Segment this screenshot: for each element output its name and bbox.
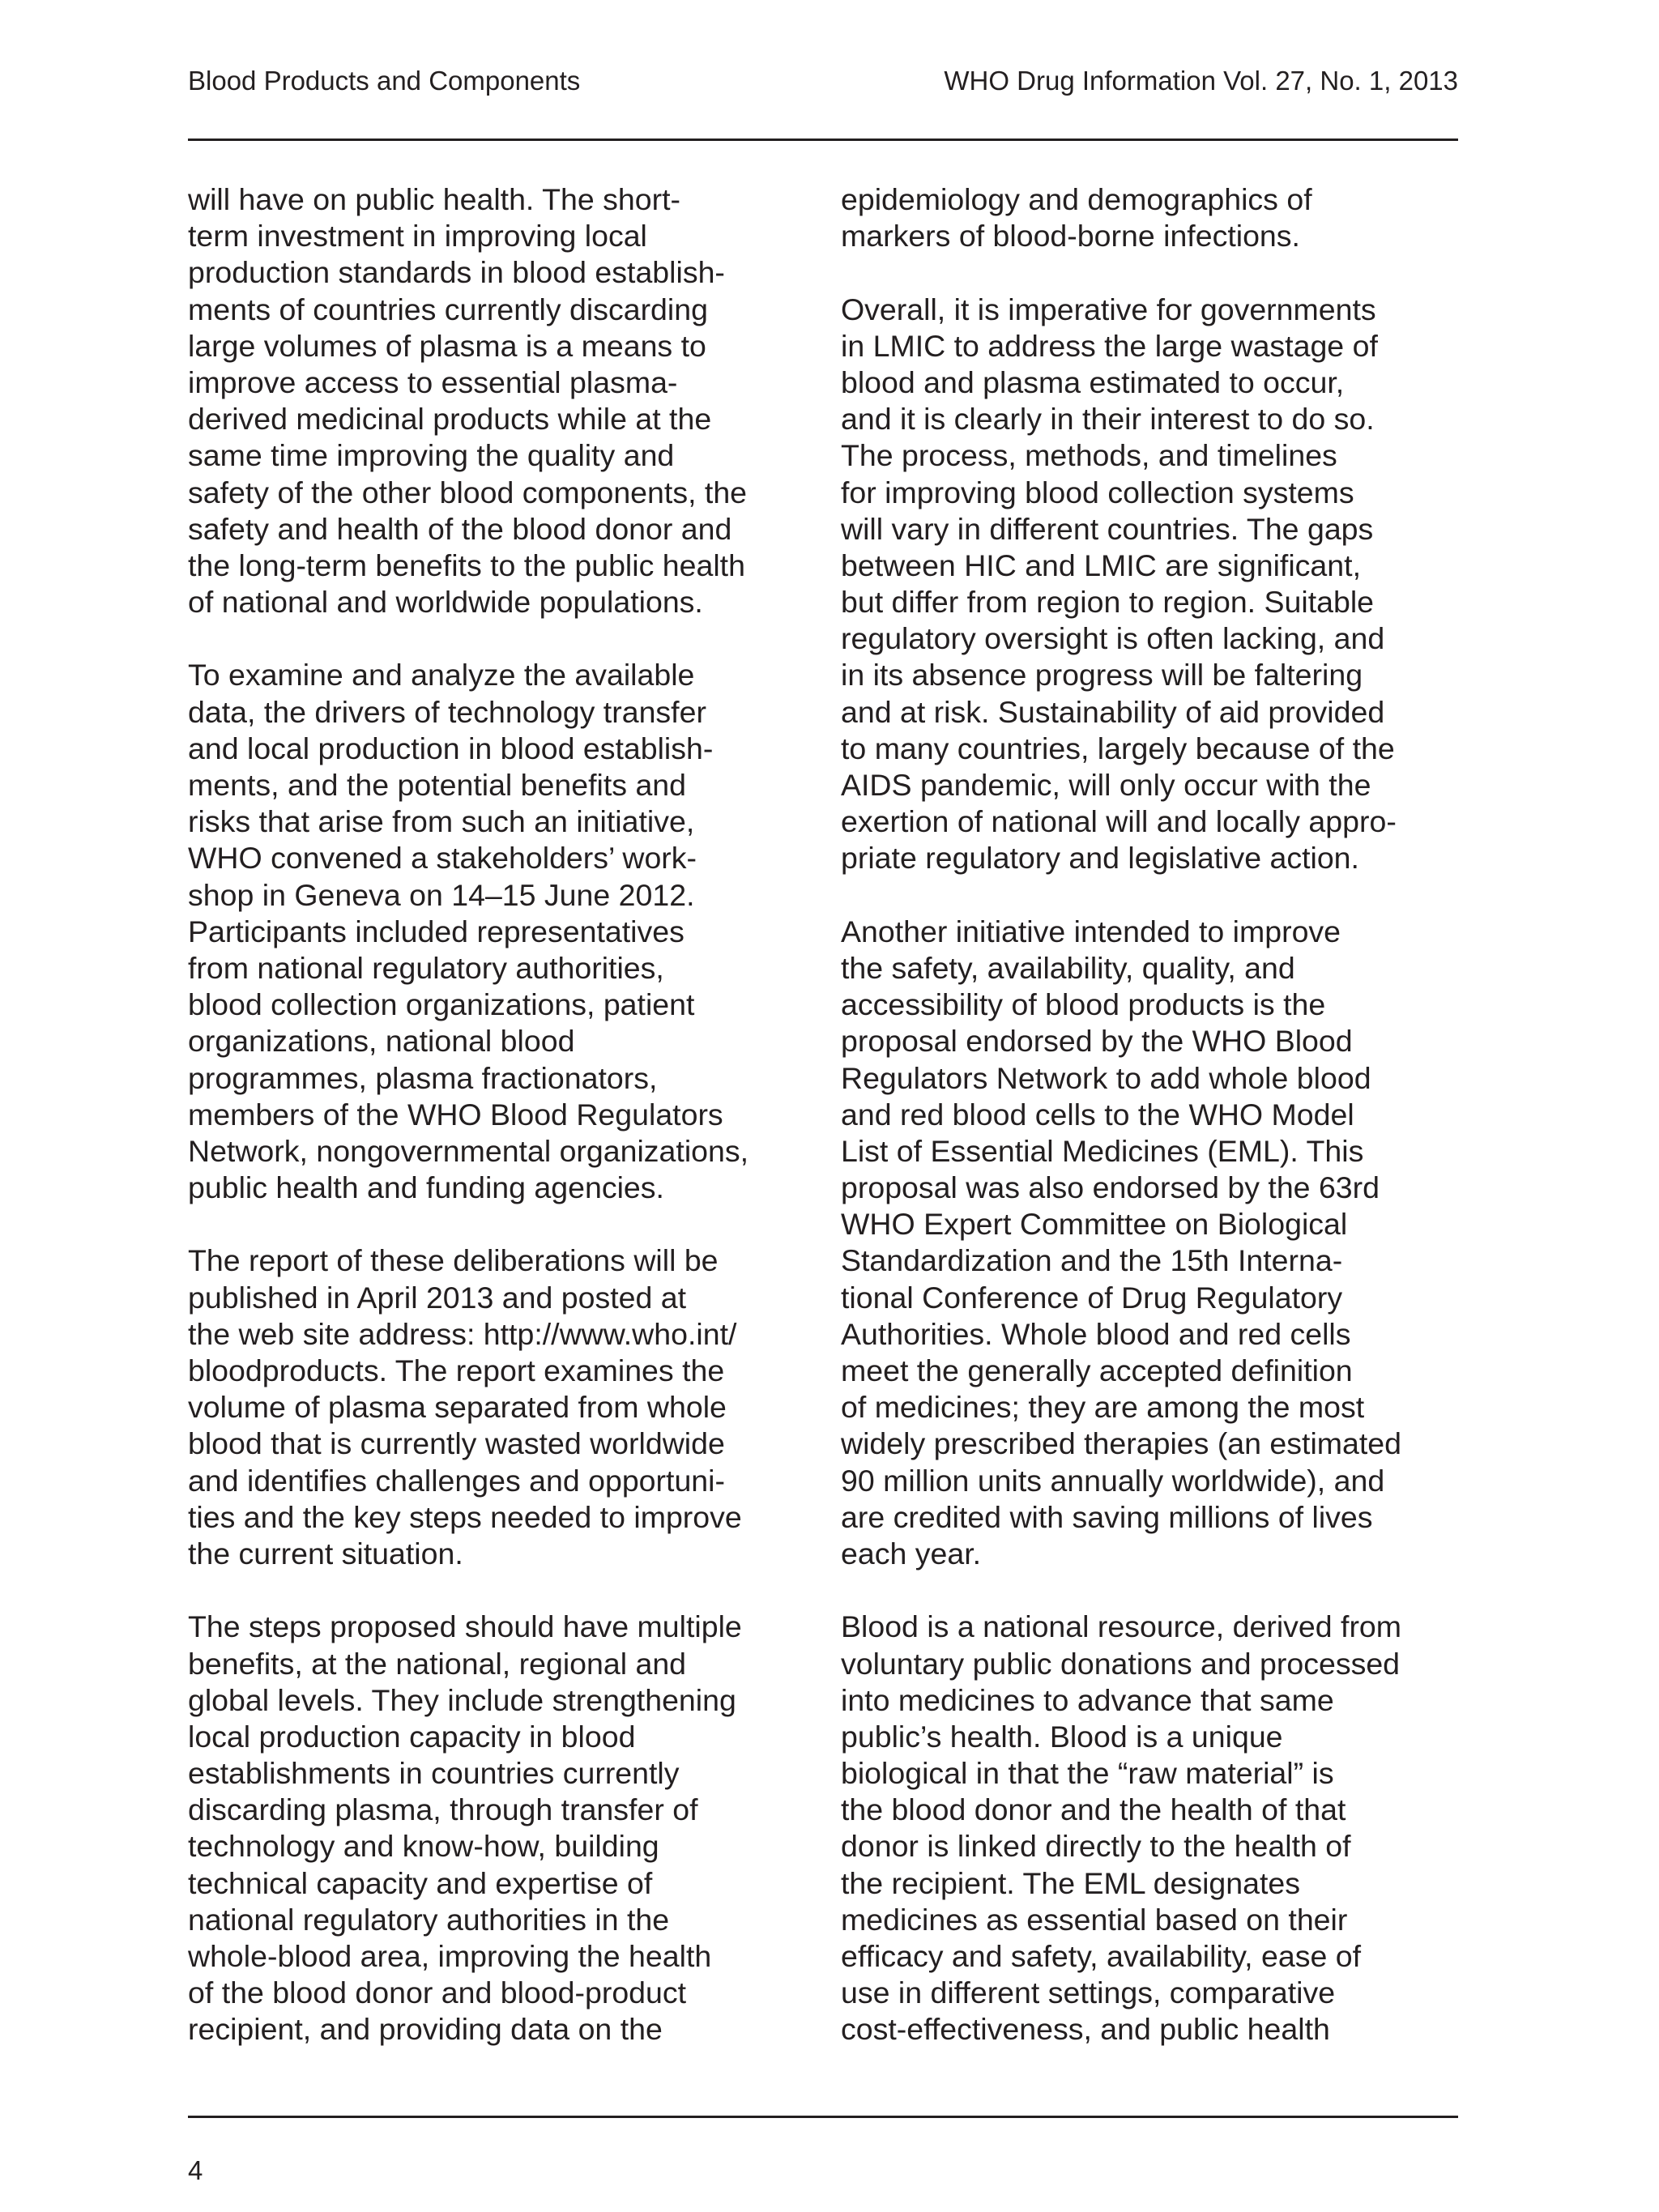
text-line: biological in that the “raw material” is [841, 1756, 1334, 1791]
text-line: meet the generally accepted definition [841, 1353, 1353, 1387]
text-line: the recipient. The EML designates [841, 1865, 1301, 1900]
text-line: exertion of national will and locally appro- [841, 804, 1397, 839]
text-line: same time improving the quality and [188, 438, 675, 473]
text-line: each year. [841, 1536, 982, 1571]
text-line: whole-blood area, improving the health [188, 1939, 712, 1973]
paragraph [188, 1242, 812, 1572]
text-line: The process, methods, and timelines [841, 438, 1337, 473]
text-line: accessibility of blood products is the [841, 987, 1326, 1022]
text-line: recipient, and providing data on the [188, 2012, 663, 2047]
text-line: into medicines to advance that same [841, 1682, 1334, 1717]
text-line: and identifies challenges and opportuni- [188, 1463, 725, 1498]
text-line: Overall, it is imperative for governments [841, 292, 1376, 326]
text-line: for improving blood collection systems [841, 475, 1354, 509]
text-line: The report of these deliberations will be [188, 1243, 719, 1278]
text-line: List of Essential Medicines (EML). This [841, 1133, 1364, 1168]
text-line: blood and plasma estimated to occur, [841, 364, 1345, 399]
text-line: programmes, plasma fractionators, [188, 1060, 658, 1095]
header-divider [188, 139, 1458, 141]
text-line: and red blood cells to the WHO Model [841, 1097, 1354, 1132]
text-line: to many countries, largely because of the [841, 731, 1395, 765]
footer-divider [188, 2116, 1458, 2118]
text-line: risks that arise from such an initiative, [188, 804, 695, 839]
text-line: ments of countries currently discarding [188, 292, 708, 326]
text-line: widely prescribed therapies (an estimated [841, 1426, 1402, 1461]
text-line: Blood is a national resource, derived from [841, 1609, 1402, 1644]
text-line: efficacy and safety, availability, ease of [841, 1939, 1362, 1973]
text-line: use in different settings, comparative [841, 1975, 1336, 2010]
text-line: large volumes of plasma is a means to [188, 328, 706, 363]
text-line: derived medicinal products while at the [188, 402, 712, 437]
text-line: production standards in blood establish- [188, 255, 725, 290]
text-line: benefits, at the national, regional and [188, 1646, 687, 1681]
text-line: of national and worldwide populations. [188, 585, 703, 620]
text-line: shop in Geneva on 14–15 June 2012. [188, 877, 695, 912]
text-line: the blood donor and the health of that [841, 1792, 1346, 1827]
text-line: technology and know-how, building [188, 1829, 659, 1864]
text-line: of medicines; they are among the most [841, 1390, 1365, 1425]
text-line: public’s health. Blood is a unique [841, 1719, 1283, 1754]
text-line: public health and funding agencies. [188, 1170, 664, 1205]
text-line: Authorities. Whole blood and red cells [841, 1316, 1351, 1351]
text-line: and it is clearly in their interest to do so. [841, 402, 1375, 437]
text-line: the long-term benefits to the public health [188, 548, 745, 582]
text-line: Standardization and the 15th Interna- [841, 1243, 1343, 1278]
text-line: improve access to essential plasma- [188, 364, 678, 399]
text-line: safety of the other blood components, the [188, 475, 748, 509]
text-line: technical capacity and expertise of [188, 1865, 653, 1900]
page-number: 4 [188, 2155, 203, 2185]
paragraph [188, 657, 812, 1206]
text-line: the web site address: http://www.who.int/ [188, 1316, 737, 1351]
text-line: from national regulatory authorities, [188, 950, 664, 985]
text-line: proposal endorsed by the WHO Blood [841, 1024, 1353, 1059]
text-line: 90 million units annually worldwide), and [841, 1463, 1385, 1498]
running-header [188, 65, 1458, 97]
text-line: Another initiative intended to improve [841, 914, 1341, 948]
text-line: epidemiology and demographics of [841, 182, 1312, 216]
text-line: bloodproducts. The report examines the [188, 1353, 725, 1387]
paragraph [188, 181, 812, 620]
text-line: between HIC and LMIC are significant, [841, 548, 1361, 582]
text-line: local production capacity in blood [188, 1719, 636, 1754]
right-column [841, 181, 1465, 2048]
text-line: Participants included representatives [188, 914, 684, 948]
text-line: safety and health of the blood donor and [188, 511, 732, 546]
paragraph [841, 181, 1465, 254]
text-line: regulatory oversight is often lacking, and [841, 621, 1385, 656]
text-line: ments, and the potential benefits and [188, 768, 687, 802]
text-line: of the blood donor and blood-product [188, 1975, 687, 2010]
text-line: ties and the key steps needed to improve [188, 1499, 742, 1534]
text-line: blood that is currently wasted worldwide [188, 1426, 725, 1461]
text-line: the safety, availability, quality, and [841, 950, 1295, 985]
text-line: blood collection organizations, patient [188, 987, 695, 1022]
text-line: will vary in different countries. The gaps [841, 511, 1374, 546]
text-line: in its absence progress will be faltering [841, 658, 1363, 693]
text-line: donor is linked directly to the health of [841, 1829, 1351, 1864]
journal-citation: WHO Drug Information Vol. 27, No. 1, 2013 [944, 66, 1458, 96]
text-line: AIDS pandemic, will only occur with the [841, 768, 1371, 802]
text-line: but differ from region to region. Suitable [841, 585, 1375, 620]
paragraph [841, 292, 1465, 877]
section-title: Blood Products and Components [188, 66, 581, 96]
paragraph [188, 1609, 812, 2048]
text-line: and at risk. Sustainability of aid provided [841, 694, 1385, 729]
text-line: priate regulatory and legislative action. [841, 841, 1359, 876]
left-column [188, 181, 812, 2048]
text-line: published in April 2013 and posted at [188, 1280, 687, 1315]
text-line: volume of plasma separated from whole [188, 1390, 727, 1425]
text-line: global levels. They include strengthening [188, 1682, 736, 1717]
text-line: proposal was also endorsed by the 63rd [841, 1170, 1380, 1205]
text-line: medicines as essential based on their [841, 1902, 1348, 1937]
text-line: organizations, national blood [188, 1024, 575, 1059]
text-line: cost-effectiveness, and public health [841, 2012, 1330, 2047]
text-line: discarding plasma, through transfer of [188, 1792, 698, 1827]
text-line: establishments in countries currently [188, 1756, 680, 1791]
text-line: The steps proposed should have multiple [188, 1609, 742, 1644]
text-line: members of the WHO Blood Regulators [188, 1097, 723, 1132]
text-line: tional Conference of Drug Regulatory [841, 1280, 1343, 1315]
text-line: the current situation. [188, 1536, 463, 1571]
text-line: will have on public health. The short- [188, 182, 680, 216]
text-line: national regulatory authorities in the [188, 1902, 670, 1937]
text-line: term investment in improving local [188, 219, 647, 254]
text-line: Network, nongovernmental organizations, [188, 1133, 749, 1168]
text-line: are credited with saving millions of lives [841, 1499, 1373, 1534]
paragraph [841, 1609, 1465, 2048]
text-line: voluntary public donations and processed [841, 1646, 1401, 1681]
text-line: WHO convened a stakeholders’ work- [188, 841, 697, 876]
text-line: in LMIC to address the large wastage of [841, 328, 1378, 363]
text-line: and local production in blood establish- [188, 731, 714, 765]
text-line: markers of blood-borne infections. [841, 219, 1300, 254]
text-line: data, the drivers of technology transfer [188, 694, 706, 729]
text-line: To examine and analyze the available [188, 658, 695, 693]
paragraph [841, 914, 1465, 1572]
text-line: Regulators Network to add whole blood [841, 1060, 1371, 1095]
text-line: WHO Expert Committee on Biological [841, 1207, 1348, 1242]
